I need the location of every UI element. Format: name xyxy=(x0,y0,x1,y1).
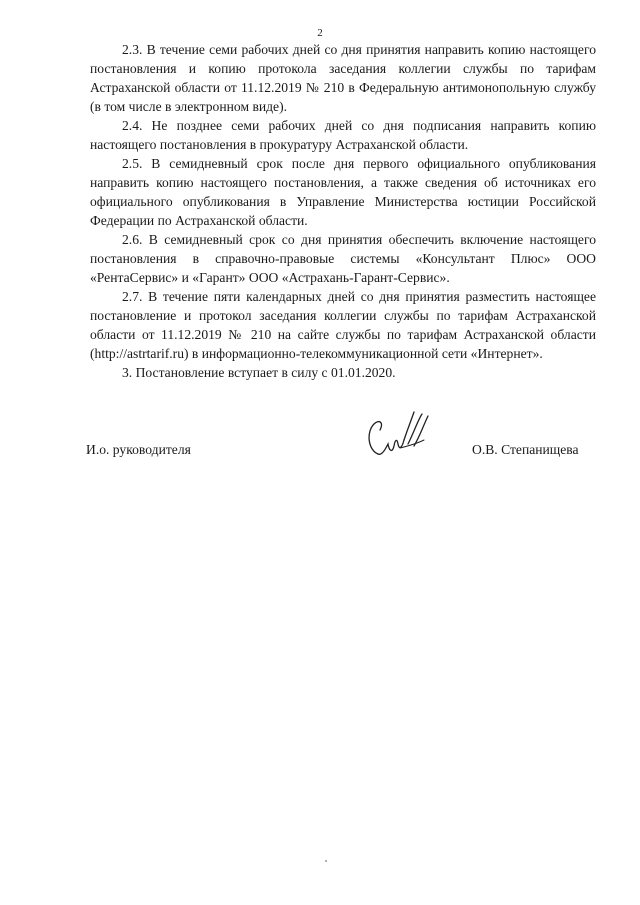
paragraph-2-6: 2.6. В семидневный срок со дня принятия обеспечить включение настоящего постановления в справочно-правовые системы «Консультант Плюс» ООО «РентаСервис» и «Гарант» ООО «Астрахань-Гарант-Сервис». xyxy=(90,232,596,285)
paragraph-2-3: 2.3. В течение семи рабочих дней со дня принятия направить копию настоящего постановления и копию протокола заседания коллегии службы по тарифам Астраханской области от 11.12.2019 № 210 в Федеральную антимонопольную службу (в том числе в электронном виде). xyxy=(90,42,596,114)
handwritten-signature xyxy=(362,410,432,466)
signature-block xyxy=(0,410,640,470)
scan-speck xyxy=(325,860,327,862)
paragraph-2-7: 2.7. В течение пяти календарных дней со дня принятия разместить настоящее постановление и протокол заседания коллегии службы по тарифам Астраханской области от 11.12.2019 № 210 на сайте службы по тарифам Астраханской области (http://astrtarif.ru) в информационно-телекоммуникационной сети «Интернет». xyxy=(90,289,596,361)
paragraph-2-5: 2.5. В семидневный срок после дня первого официального опубликования направить копию настоящего постановления, а также сведения об источниках его официального опубликования в Управление Министерства юстиции Российской Федерации по Астраханской области. xyxy=(90,156,596,228)
document-body xyxy=(90,40,596,382)
paragraph-3: 3. Постановление вступает в силу с 01.01.2020. xyxy=(122,365,396,380)
signer-name: О.В. Степанищева xyxy=(472,442,579,457)
page-number: 2 xyxy=(317,27,323,39)
signer-title: И.о. руководителя xyxy=(86,442,191,457)
paragraph-2-4: 2.4. Не позднее семи рабочих дней со дня подписания направить копию настоящего постановления в прокуратуру Астраханской области. xyxy=(90,118,596,152)
